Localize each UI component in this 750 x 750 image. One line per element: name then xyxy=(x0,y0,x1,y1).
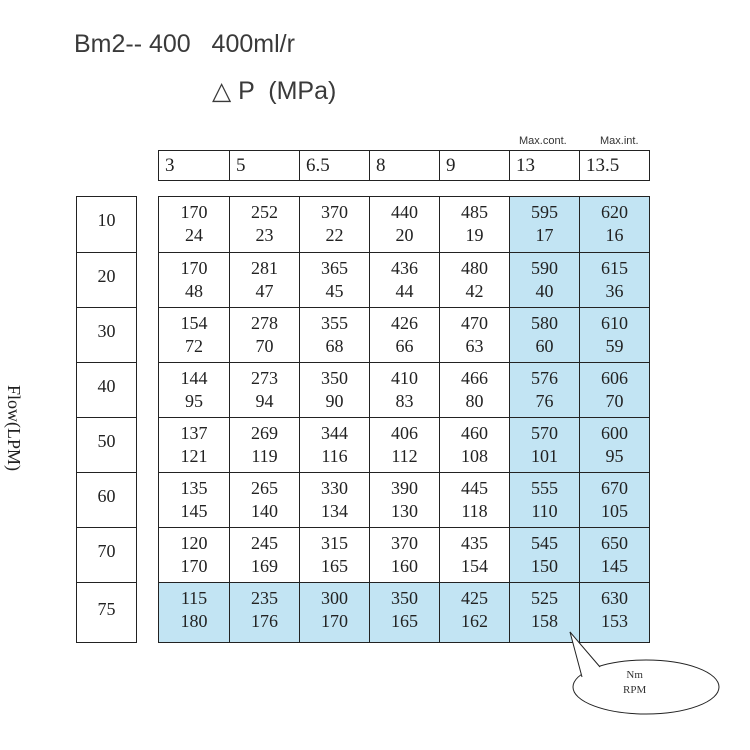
table-cell xyxy=(509,253,579,307)
torque-value: 406 xyxy=(391,423,418,443)
speed-value: 154 xyxy=(461,556,488,576)
speed-value: 180 xyxy=(180,611,208,631)
torque-value: 445 xyxy=(461,478,488,498)
speed-value: 63 xyxy=(465,336,484,356)
torque-value: 466 xyxy=(461,368,488,388)
speed-value: 169 xyxy=(251,556,278,576)
speed-value: 145 xyxy=(180,501,208,521)
speed-value: 105 xyxy=(601,501,628,521)
flow-cell: 10 xyxy=(97,210,116,230)
table-row xyxy=(159,527,649,582)
table-cell xyxy=(299,583,369,642)
torque-value: 470 xyxy=(461,313,488,333)
torque-value: 595 xyxy=(531,202,558,222)
callout-rpm: RPM xyxy=(623,684,647,696)
speed-value: 17 xyxy=(535,225,554,245)
table-cell xyxy=(159,197,229,252)
torque-value: 252 xyxy=(251,202,278,222)
torque-value: 650 xyxy=(601,533,628,553)
table-cell xyxy=(439,418,509,472)
torque-value: 435 xyxy=(461,533,488,553)
speed-value: 130 xyxy=(391,501,418,521)
pressure-header-cell: 6.5 xyxy=(299,151,369,180)
torque-value: 570 xyxy=(531,423,558,443)
torque-value: 265 xyxy=(251,478,278,498)
torque-value: 580 xyxy=(531,313,558,333)
flow-axis-label: Flow(LPM) xyxy=(4,385,24,472)
table-cell xyxy=(159,308,229,362)
torque-value: 606 xyxy=(601,368,628,388)
table-cell xyxy=(159,473,229,527)
torque-value: 426 xyxy=(391,313,418,333)
table-row xyxy=(159,472,649,527)
speed-value: 16 xyxy=(605,225,624,245)
speed-value: 170 xyxy=(321,611,348,631)
speed-value: 118 xyxy=(461,501,488,521)
speed-value: 60 xyxy=(535,336,554,356)
speed-value: 47 xyxy=(255,281,274,301)
torque-value: 370 xyxy=(391,533,418,553)
table-row xyxy=(159,197,649,252)
torque-value: 610 xyxy=(601,313,628,333)
flow-cell: 60 xyxy=(77,472,136,527)
max-int-label: Max.int. xyxy=(600,135,639,147)
torque-value: 278 xyxy=(251,313,278,333)
speed-value: 20 xyxy=(395,225,414,245)
torque-value: 269 xyxy=(251,423,278,443)
speed-value: 19 xyxy=(465,225,484,245)
table-row xyxy=(159,362,649,417)
torque-value: 460 xyxy=(461,423,488,443)
table-cell xyxy=(369,197,439,252)
table-cell xyxy=(299,197,369,252)
speed-value: 176 xyxy=(251,611,278,631)
table-cell xyxy=(159,528,229,582)
table-cell xyxy=(229,253,299,307)
table-cell xyxy=(369,253,439,307)
speed-value: 101 xyxy=(531,446,558,466)
table-cell xyxy=(509,528,579,582)
table-row xyxy=(159,307,649,362)
flow-cell: 30 xyxy=(77,307,136,362)
speed-value: 90 xyxy=(325,391,344,411)
torque-value: 137 xyxy=(180,423,208,443)
table-cell xyxy=(159,583,229,642)
table-cell xyxy=(439,253,509,307)
table-cell xyxy=(509,197,579,252)
callout-legend xyxy=(623,668,646,698)
table-cell xyxy=(369,473,439,527)
torque-value: 330 xyxy=(321,478,348,498)
speed-value: 40 xyxy=(535,281,554,301)
flow-cell: 50 xyxy=(77,417,136,472)
speed-value: 165 xyxy=(391,611,418,631)
table-cell xyxy=(439,363,509,417)
table-cell xyxy=(369,583,439,642)
table-cell xyxy=(369,363,439,417)
table-cell xyxy=(579,473,649,527)
table-row xyxy=(159,417,649,472)
pressure-header-cell: 5 xyxy=(229,151,299,180)
table-cell xyxy=(229,583,299,642)
speed-value: 95 xyxy=(605,446,624,466)
flow-cell: 40 xyxy=(77,362,136,417)
speed-value: 108 xyxy=(461,446,488,466)
torque-value: 600 xyxy=(601,423,628,443)
speed-value: 170 xyxy=(180,556,208,576)
speed-value: 44 xyxy=(395,281,414,301)
table-cell xyxy=(229,308,299,362)
torque-value: 120 xyxy=(180,533,208,553)
table-cell xyxy=(579,308,649,362)
speed-value: 140 xyxy=(251,501,278,521)
table-cell xyxy=(299,363,369,417)
torque-value: 630 xyxy=(601,588,628,608)
speed-value: 119 xyxy=(251,446,278,466)
torque-value: 590 xyxy=(531,258,558,278)
torque-value: 115 xyxy=(180,588,208,608)
torque-value: 170 xyxy=(180,202,208,222)
page-title: Bm2-- 400 400ml/r xyxy=(74,30,295,58)
table-cell xyxy=(579,363,649,417)
speed-value: 153 xyxy=(601,611,628,631)
speed-value: 83 xyxy=(395,391,414,411)
table-cell xyxy=(229,363,299,417)
torque-value: 350 xyxy=(391,588,418,608)
torque-value: 485 xyxy=(461,202,488,222)
speed-value: 95 xyxy=(185,391,203,411)
torque-value: 350 xyxy=(321,368,348,388)
speed-value: 160 xyxy=(391,556,418,576)
max-cont-label: Max.cont. xyxy=(519,135,567,147)
table-cell xyxy=(509,308,579,362)
torque-value: 344 xyxy=(321,423,348,443)
callout-nm: Nm xyxy=(626,669,643,681)
torque-value: 480 xyxy=(461,258,488,278)
speed-value: 158 xyxy=(531,611,558,631)
pressure-header-cell: 13.5 xyxy=(579,151,649,180)
torque-value: 273 xyxy=(251,368,278,388)
torque-value: 355 xyxy=(321,313,348,333)
torque-value: 135 xyxy=(180,478,208,498)
torque-value: 315 xyxy=(321,533,348,553)
table-cell xyxy=(159,363,229,417)
pressure-header-cell: 8 xyxy=(369,151,439,180)
speed-value: 48 xyxy=(185,281,203,301)
torque-value: 555 xyxy=(531,478,558,498)
table-cell xyxy=(579,197,649,252)
torque-value: 144 xyxy=(180,368,208,388)
speed-value: 145 xyxy=(601,556,628,576)
torque-value: 370 xyxy=(321,202,348,222)
pressure-heading: △ P (MPa) xyxy=(212,77,337,105)
table-cell xyxy=(229,528,299,582)
flow-cell: 75 xyxy=(77,582,136,642)
table-cell xyxy=(369,308,439,362)
pressure-header-row xyxy=(158,150,650,181)
torque-value: 410 xyxy=(391,368,418,388)
table-cell xyxy=(299,253,369,307)
table-cell xyxy=(439,197,509,252)
speed-value: 112 xyxy=(391,446,418,466)
speed-value: 45 xyxy=(325,281,344,301)
pressure-header-cell: 3 xyxy=(165,155,175,176)
speed-value: 72 xyxy=(185,336,203,356)
table-cell xyxy=(299,473,369,527)
speed-value: 80 xyxy=(465,391,484,411)
speed-value: 59 xyxy=(605,336,624,356)
speed-value: 116 xyxy=(321,446,348,466)
table-cell xyxy=(299,308,369,362)
table-cell xyxy=(509,363,579,417)
speed-value: 76 xyxy=(535,391,554,411)
table-cell xyxy=(229,473,299,527)
speed-value: 66 xyxy=(395,336,414,356)
table-cell xyxy=(439,308,509,362)
speed-value: 70 xyxy=(605,391,624,411)
torque-value: 440 xyxy=(391,202,418,222)
performance-table xyxy=(158,196,650,643)
table-cell xyxy=(579,253,649,307)
torque-value: 365 xyxy=(321,258,348,278)
table-cell xyxy=(159,418,229,472)
table-row xyxy=(159,252,649,307)
speed-value: 70 xyxy=(255,336,274,356)
speed-value: 110 xyxy=(531,501,558,521)
speed-value: 36 xyxy=(605,281,624,301)
flow-cell: 70 xyxy=(77,527,136,582)
torque-value: 154 xyxy=(180,313,208,333)
table-cell xyxy=(299,418,369,472)
speed-value: 121 xyxy=(180,446,208,466)
table-cell xyxy=(439,473,509,527)
torque-value: 615 xyxy=(601,258,628,278)
table-cell xyxy=(369,528,439,582)
speed-value: 42 xyxy=(465,281,484,301)
speed-value: 68 xyxy=(325,336,344,356)
speed-value: 165 xyxy=(321,556,348,576)
table-cell xyxy=(509,473,579,527)
torque-value: 235 xyxy=(251,588,278,608)
table-cell xyxy=(229,418,299,472)
table-cell xyxy=(299,528,369,582)
torque-value: 245 xyxy=(251,533,278,553)
flow-column xyxy=(76,196,137,643)
table-cell xyxy=(439,583,509,642)
speed-value: 162 xyxy=(461,611,488,631)
torque-value: 670 xyxy=(601,478,628,498)
speed-value: 22 xyxy=(325,225,344,245)
torque-value: 436 xyxy=(391,258,418,278)
speed-value: 134 xyxy=(321,501,348,521)
table-cell xyxy=(579,528,649,582)
torque-value: 170 xyxy=(180,258,208,278)
table-cell xyxy=(439,528,509,582)
speed-value: 150 xyxy=(531,556,558,576)
table-cell xyxy=(229,197,299,252)
table-cell xyxy=(509,418,579,472)
pressure-header-cell: 9 xyxy=(439,151,509,180)
torque-value: 525 xyxy=(531,588,558,608)
table-cell xyxy=(579,418,649,472)
torque-value: 425 xyxy=(461,588,488,608)
speed-value: 24 xyxy=(185,225,203,245)
torque-value: 545 xyxy=(531,533,558,553)
torque-value: 300 xyxy=(321,588,348,608)
pressure-header-cell: 13 xyxy=(509,151,579,180)
torque-value: 620 xyxy=(601,202,628,222)
speed-value: 94 xyxy=(255,391,274,411)
torque-value: 281 xyxy=(251,258,278,278)
table-cell xyxy=(369,418,439,472)
torque-value: 390 xyxy=(391,478,418,498)
table-cell xyxy=(159,253,229,307)
torque-value: 576 xyxy=(531,368,558,388)
flow-cell: 20 xyxy=(77,252,136,307)
speed-value: 23 xyxy=(255,225,274,245)
